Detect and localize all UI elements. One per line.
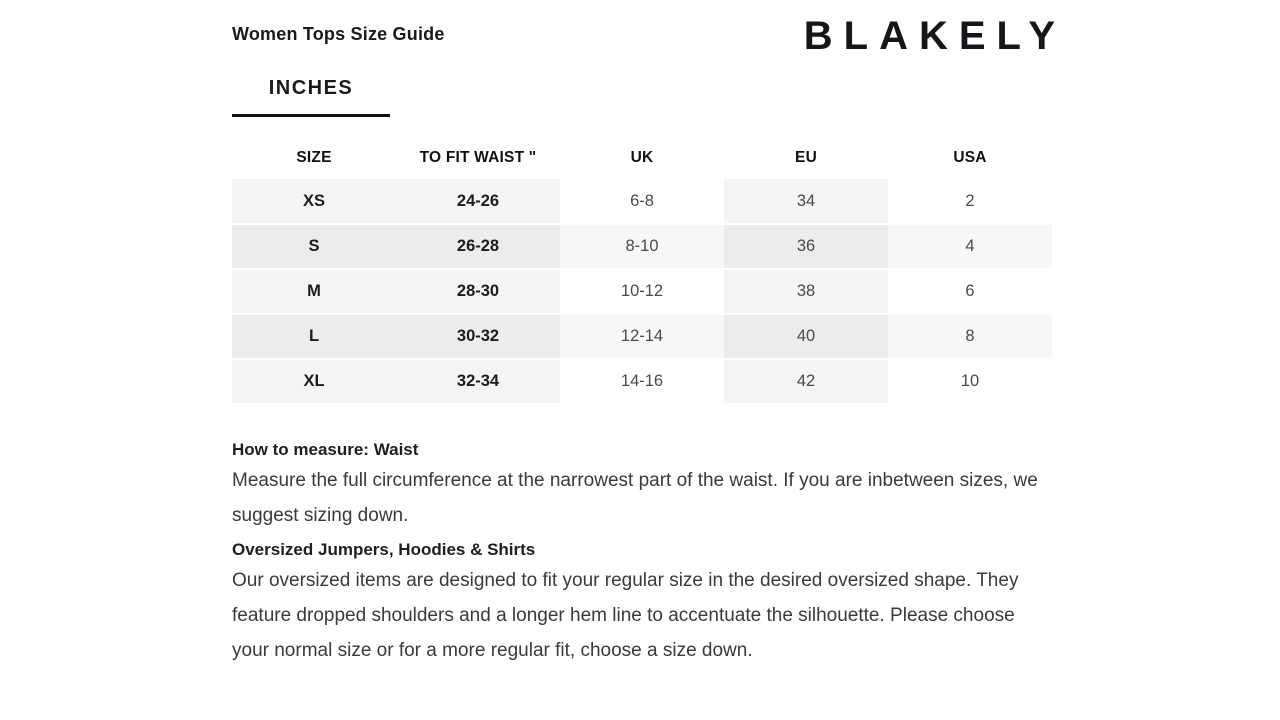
header-row [232, 137, 1052, 179]
measure-heading: How to measure: Waist [232, 440, 419, 459]
usa-value: 6 [888, 269, 1052, 314]
size-value: XL [232, 359, 396, 404]
usa-value: 8 [888, 314, 1052, 359]
size-row-s [232, 224, 1052, 269]
column-header-eu: EU [724, 137, 888, 179]
measure-body: Measure the full circumference at the narrowest part of the waist. If you are inbetween sizes, we suggest sizing down. [232, 470, 1038, 526]
eu-value: 36 [724, 224, 888, 269]
column-header-usa: USA [888, 137, 1052, 179]
column-header-uk: UK [560, 137, 724, 179]
size-value: S [232, 224, 396, 269]
size-value: M [232, 269, 396, 314]
size-value: L [232, 314, 396, 359]
size-row-xs [232, 179, 1052, 224]
column-header-size: SIZE [232, 137, 396, 179]
waist-value: 24-26 [396, 179, 560, 224]
uk-value: 12-14 [560, 314, 724, 359]
usa-value: 10 [888, 359, 1052, 404]
size-row-l [232, 314, 1052, 359]
uk-value: 10-12 [560, 269, 724, 314]
tab-inches-label: INCHES [268, 77, 354, 99]
oversized-heading: Oversized Jumpers, Hoodies & Shirts [232, 540, 536, 559]
waist-value: 32-34 [396, 359, 560, 404]
usa-value: 2 [888, 179, 1052, 224]
oversized-body: Our oversized items are designed to fit your regular size in the desired oversized shape. They feature dropped shoulders and a longer hem line to accentuate the silhouette. Please choose your normal size or for a more regular fit, choose a size down. [232, 570, 1019, 661]
eu-value: 40 [724, 314, 888, 359]
uk-value: 14-16 [560, 359, 724, 404]
brand-logo: BLAKELY [803, 14, 1066, 58]
size-guide-table [232, 137, 1052, 405]
waist-value: 30-32 [396, 314, 560, 359]
eu-value: 42 [724, 359, 888, 404]
notes-section [232, 436, 1050, 671]
size-row-m [232, 269, 1052, 314]
eu-value: 34 [724, 179, 888, 224]
waist-value: 26-28 [396, 224, 560, 269]
size-row-xl [232, 359, 1052, 404]
uk-value: 8-10 [560, 224, 724, 269]
waist-value: 28-30 [396, 269, 560, 314]
eu-value: 38 [724, 269, 888, 314]
uk-value: 6-8 [560, 179, 724, 224]
usa-value: 4 [888, 224, 1052, 269]
column-header-waist: TO FIT WAIST " [396, 137, 560, 179]
size-table-header [232, 137, 1052, 179]
page-title: Women Tops Size Guide [232, 24, 445, 44]
tab-inches[interactable] [232, 76, 390, 117]
size-value: XS [232, 179, 396, 224]
